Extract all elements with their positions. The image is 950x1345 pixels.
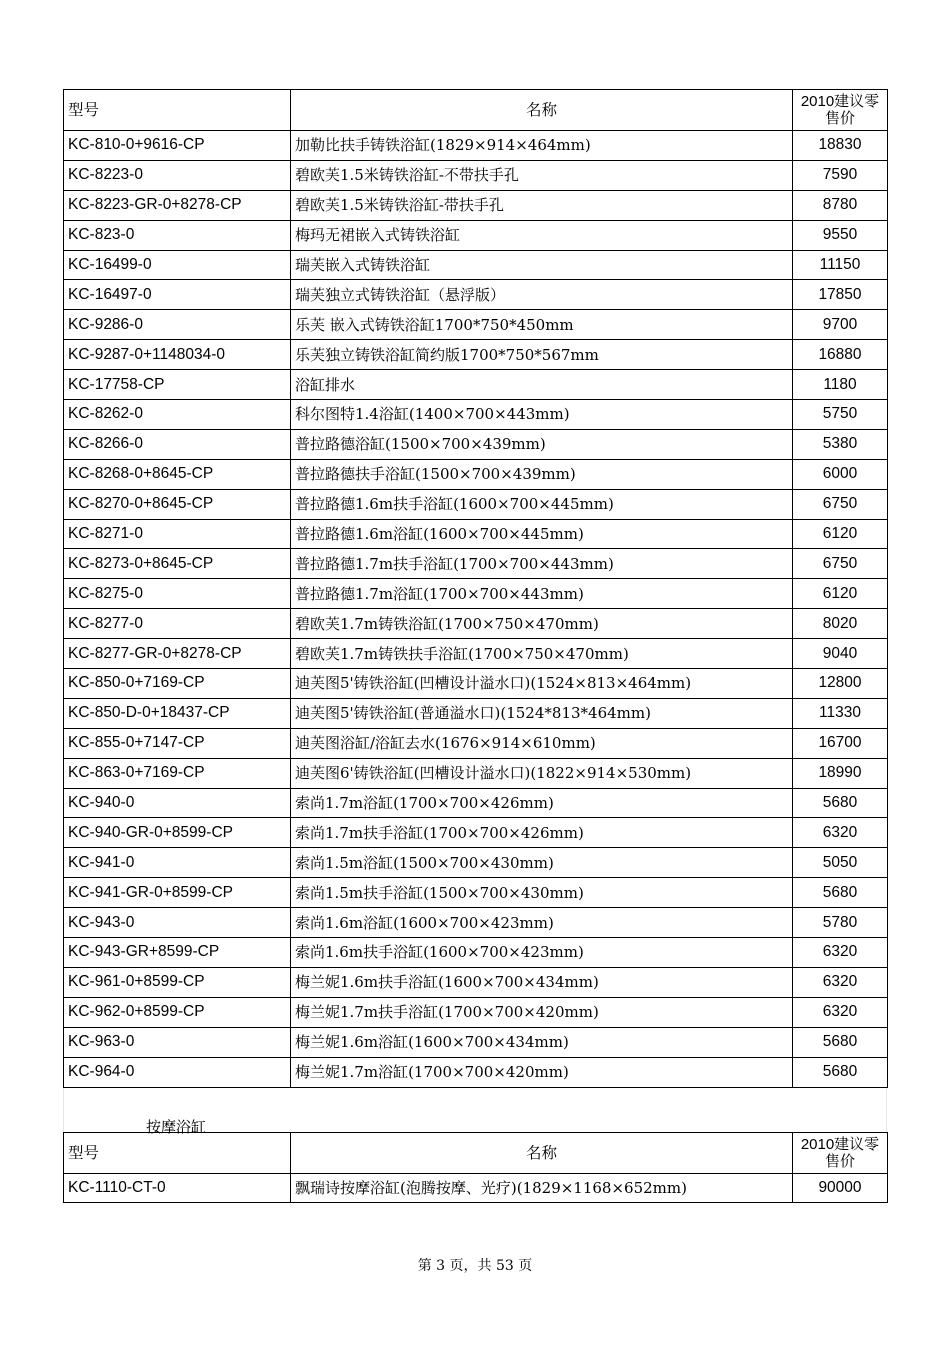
cell-model: KC-855-0+7147-CP	[64, 728, 291, 758]
cell-model: KC-8275-0	[64, 579, 291, 609]
cell-name: 乐芙独立铸铁浴缸简约版1700*750*567mm	[291, 340, 793, 370]
cell-name: 碧欧芙1.5米铸铁浴缸-带扶手孔	[291, 190, 793, 220]
cell-name: 普拉路德1.6m扶手浴缸(1600×700×445mm)	[291, 489, 793, 519]
table-row	[64, 1027, 888, 1057]
table-row	[64, 758, 888, 788]
cell-model: KC-17758-CP	[64, 370, 291, 400]
cell-name: 迪芙图5'铸铁浴缸(普通溢水口)(1524*813*464mm)	[291, 698, 793, 728]
cell-name: 索尚1.6m浴缸(1600×700×423mm)	[291, 908, 793, 938]
cell-name: 索尚1.6m扶手浴缸(1600×700×423mm)	[291, 938, 793, 968]
table-row	[64, 160, 888, 190]
massage-bathtub-table	[63, 1132, 888, 1204]
cell-name: 梅兰妮1.6m扶手浴缸(1600×700×434mm)	[291, 967, 793, 997]
table-row	[64, 609, 888, 639]
cell-price: 11150	[793, 250, 888, 280]
cell-model: KC-9286-0	[64, 310, 291, 340]
cell-name: 瑞芙独立式铸铁浴缸（悬浮版）	[291, 280, 793, 310]
cell-name: 迪芙图5'铸铁浴缸(凹槽设计溢水口)(1524×813×464mm)	[291, 669, 793, 699]
cell-price: 8780	[793, 190, 888, 220]
cell-name: 索尚1.7m浴缸(1700×700×426mm)	[291, 788, 793, 818]
cell-price: 5680	[793, 788, 888, 818]
header-model: 型号	[64, 90, 291, 131]
section-title-massage: 按摩浴缸	[146, 1117, 207, 1136]
cell-name: 乐芙 嵌入式铸铁浴缸1700*750*450mm	[291, 310, 793, 340]
cell-model: KC-850-D-0+18437-CP	[64, 698, 291, 728]
cell-name: 瑞芙嵌入式铸铁浴缸	[291, 250, 793, 280]
cell-price: 8020	[793, 609, 888, 639]
table-row	[64, 728, 888, 758]
table-row	[64, 788, 888, 818]
table-row	[64, 669, 888, 699]
cell-name: 索尚1.5m扶手浴缸(1500×700×430mm)	[291, 878, 793, 908]
cell-name: 梅兰妮1.7m扶手浴缸(1700×700×420mm)	[291, 997, 793, 1027]
cell-price: 6750	[793, 549, 888, 579]
cell-name: 碧欧芙1.7m铸铁浴缸(1700×750×470mm)	[291, 609, 793, 639]
cell-model: KC-16497-0	[64, 280, 291, 310]
cell-name: 迪芙图6'铸铁浴缸(凹槽设计溢水口)(1822×914×530mm)	[291, 758, 793, 788]
cell-price: 6320	[793, 967, 888, 997]
table-header-row	[64, 1132, 888, 1173]
cell-price: 6320	[793, 938, 888, 968]
table-row	[64, 549, 888, 579]
cell-model: KC-943-GR+8599-CP	[64, 938, 291, 968]
cell-model: KC-863-0+7169-CP	[64, 758, 291, 788]
cell-model: KC-1110-CT-0	[64, 1173, 291, 1203]
cell-name: 飘瑞诗按摩浴缸(泡腾按摩、光疗)(1829×1168×652mm)	[291, 1173, 793, 1203]
cell-model: KC-941-GR-0+8599-CP	[64, 878, 291, 908]
table-row	[64, 220, 888, 250]
cell-name: 浴缸排水	[291, 370, 793, 400]
cell-model: KC-823-0	[64, 220, 291, 250]
cell-price: 5380	[793, 429, 888, 459]
header-name: 名称	[291, 90, 793, 131]
cell-model: KC-964-0	[64, 1057, 291, 1087]
table-row	[64, 698, 888, 728]
cell-name: 加勒比扶手铸铁浴缸(1829×914×464mm)	[291, 131, 793, 161]
cell-price: 6320	[793, 997, 888, 1027]
table-row	[64, 310, 888, 340]
cell-model: KC-8266-0	[64, 429, 291, 459]
cell-model: KC-941-0	[64, 848, 291, 878]
cell-name: 碧欧芙1.5米铸铁浴缸-不带扶手孔	[291, 160, 793, 190]
table-row	[64, 878, 888, 908]
cell-price: 5050	[793, 848, 888, 878]
cell-model: KC-8223-GR-0+8278-CP	[64, 190, 291, 220]
table-row	[64, 190, 888, 220]
table-row	[64, 489, 888, 519]
cell-model: KC-850-0+7169-CP	[64, 669, 291, 699]
table-row	[64, 938, 888, 968]
header-model: 型号	[64, 1132, 291, 1173]
cell-price: 9700	[793, 310, 888, 340]
table-row	[64, 429, 888, 459]
cell-model: KC-8277-GR-0+8278-CP	[64, 639, 291, 669]
cell-model: KC-8273-0+8645-CP	[64, 549, 291, 579]
cell-name: 普拉路德浴缸(1500×700×439mm)	[291, 429, 793, 459]
bathtub-table	[63, 89, 888, 1088]
section-gap	[63, 1088, 887, 1136]
cell-name: 普拉路德1.7m浴缸(1700×700×443mm)	[291, 579, 793, 609]
cell-model: KC-8268-0+8645-CP	[64, 459, 291, 489]
table-row	[64, 1173, 888, 1203]
cell-name: 索尚1.5m浴缸(1500×700×430mm)	[291, 848, 793, 878]
cell-name: 普拉路德1.6m浴缸(1600×700×445mm)	[291, 519, 793, 549]
cell-price: 5680	[793, 1027, 888, 1057]
cell-price: 16700	[793, 728, 888, 758]
cell-name: 科尔图特1.4浴缸(1400×700×443mm)	[291, 400, 793, 430]
header-price: 2010建议零售价	[793, 90, 888, 131]
cell-price: 18990	[793, 758, 888, 788]
table-row	[64, 967, 888, 997]
cell-price: 12800	[793, 669, 888, 699]
cell-model: KC-8223-0	[64, 160, 291, 190]
cell-model: KC-8270-0+8645-CP	[64, 489, 291, 519]
table-row	[64, 370, 888, 400]
cell-model: KC-16499-0	[64, 250, 291, 280]
table-row	[64, 340, 888, 370]
cell-model: KC-9287-0+1148034-0	[64, 340, 291, 370]
table-row	[64, 579, 888, 609]
cell-price: 6120	[793, 519, 888, 549]
cell-model: KC-8277-0	[64, 609, 291, 639]
table-header-row	[64, 90, 888, 131]
cell-price: 6320	[793, 818, 888, 848]
cell-name: 迪芙图浴缸/浴缸去水(1676×914×610mm)	[291, 728, 793, 758]
table-row	[64, 1057, 888, 1087]
cell-price: 6120	[793, 579, 888, 609]
cell-price: 6750	[793, 489, 888, 519]
table-row	[64, 997, 888, 1027]
cell-name: 索尚1.7m扶手浴缸(1700×700×426mm)	[291, 818, 793, 848]
cell-price: 6000	[793, 459, 888, 489]
cell-price: 90000	[793, 1173, 888, 1203]
cell-price: 7590	[793, 160, 888, 190]
cell-name: 梅玛无裙嵌入式铸铁浴缸	[291, 220, 793, 250]
cell-name: 梅兰妮1.6m浴缸(1600×700×434mm)	[291, 1027, 793, 1057]
cell-model: KC-961-0+8599-CP	[64, 967, 291, 997]
cell-model: KC-8271-0	[64, 519, 291, 549]
cell-price: 9550	[793, 220, 888, 250]
table-row	[64, 639, 888, 669]
table-row	[64, 131, 888, 161]
header-price: 2010建议零售价	[793, 1132, 888, 1173]
cell-model: KC-940-0	[64, 788, 291, 818]
table-row	[64, 848, 888, 878]
cell-price: 5750	[793, 400, 888, 430]
table-row	[64, 818, 888, 848]
cell-name: 普拉路德1.7m扶手浴缸(1700×700×443mm)	[291, 549, 793, 579]
table-row	[64, 459, 888, 489]
cell-model: KC-943-0	[64, 908, 291, 938]
table-row	[64, 400, 888, 430]
cell-price: 5680	[793, 1057, 888, 1087]
cell-model: KC-8262-0	[64, 400, 291, 430]
cell-price: 1180	[793, 370, 888, 400]
table-row	[64, 280, 888, 310]
cell-price: 18830	[793, 131, 888, 161]
cell-name: 碧欧芙1.7m铸铁扶手浴缸(1700×750×470mm)	[291, 639, 793, 669]
cell-price: 17850	[793, 280, 888, 310]
cell-model: KC-940-GR-0+8599-CP	[64, 818, 291, 848]
cell-name: 梅兰妮1.7m浴缸(1700×700×420mm)	[291, 1057, 793, 1087]
table-row	[64, 519, 888, 549]
table-row	[64, 908, 888, 938]
cell-price: 16880	[793, 340, 888, 370]
cell-price: 9040	[793, 639, 888, 669]
page-footer: 第 3 页，共 53 页	[417, 1258, 533, 1274]
cell-price: 5780	[793, 908, 888, 938]
price-sheet	[63, 89, 887, 1203]
cell-price: 11330	[793, 698, 888, 728]
cell-name: 普拉路德扶手浴缸(1500×700×439mm)	[291, 459, 793, 489]
header-name: 名称	[291, 1132, 793, 1173]
cell-model: KC-810-0+9616-CP	[64, 131, 291, 161]
table-row	[64, 250, 888, 280]
cell-price: 5680	[793, 878, 888, 908]
cell-model: KC-962-0+8599-CP	[64, 997, 291, 1027]
cell-model: KC-963-0	[64, 1027, 291, 1057]
